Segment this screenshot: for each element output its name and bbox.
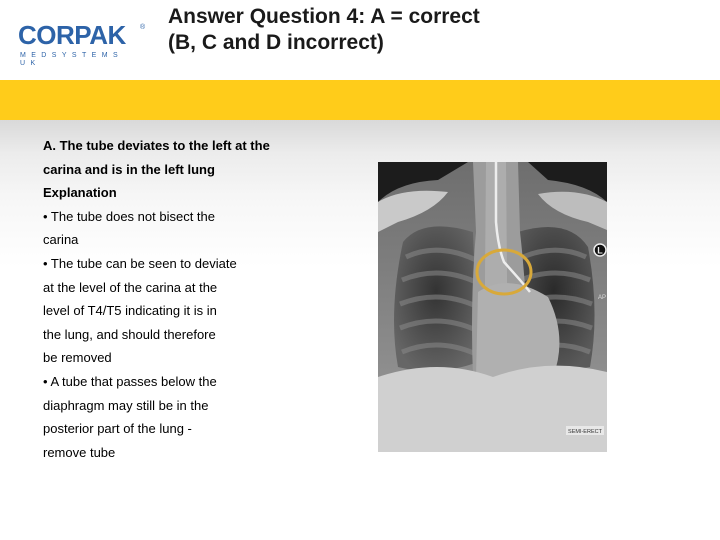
answer-line: level of T4/T5 indicating it is in <box>43 303 217 319</box>
chest-xray-image <box>378 162 607 452</box>
answer-line: posterior part of the lung - <box>43 421 192 437</box>
slide-title <box>168 4 698 56</box>
answer-line: diaphragm may still be in the <box>43 397 209 413</box>
answer-line: the lung, and should therefore <box>43 326 216 342</box>
answer-line: • The tube can be seen to deviate <box>43 255 237 271</box>
logo-brand: CORPAK <box>18 20 126 50</box>
logo-registered-mark: ® <box>140 24 146 31</box>
answer-line: • The tube does not bisect the <box>43 208 215 224</box>
yellow-header-band <box>0 80 720 120</box>
corpak-logo <box>18 20 148 67</box>
xray-diaphragm <box>378 366 607 452</box>
xray-stamp-text: SEMI-ERECT <box>568 429 602 435</box>
answer-line: be removed <box>43 350 112 366</box>
xray-marker-label: L <box>597 245 603 256</box>
answer-line: • A tube that passes below the <box>43 373 217 389</box>
slide-title-line1: Answer Question 4: A = correct <box>168 5 480 28</box>
answer-line: Explanation <box>43 185 117 201</box>
xray-side-label: AP <box>598 295 607 301</box>
answer-line: at the level of the carina at the <box>43 279 218 295</box>
slide-title-line2: (B, C and D incorrect) <box>168 31 384 54</box>
answer-line: A. The tube deviates to the left at the <box>43 138 270 153</box>
answer-line: carina and is in the left lung <box>43 161 215 177</box>
answer-explanation-text <box>43 134 313 464</box>
logo-subtitle: MEDSYSTEMS UK <box>20 52 124 67</box>
answer-line: carina <box>43 232 79 248</box>
answer-line: remove tube <box>43 444 116 460</box>
